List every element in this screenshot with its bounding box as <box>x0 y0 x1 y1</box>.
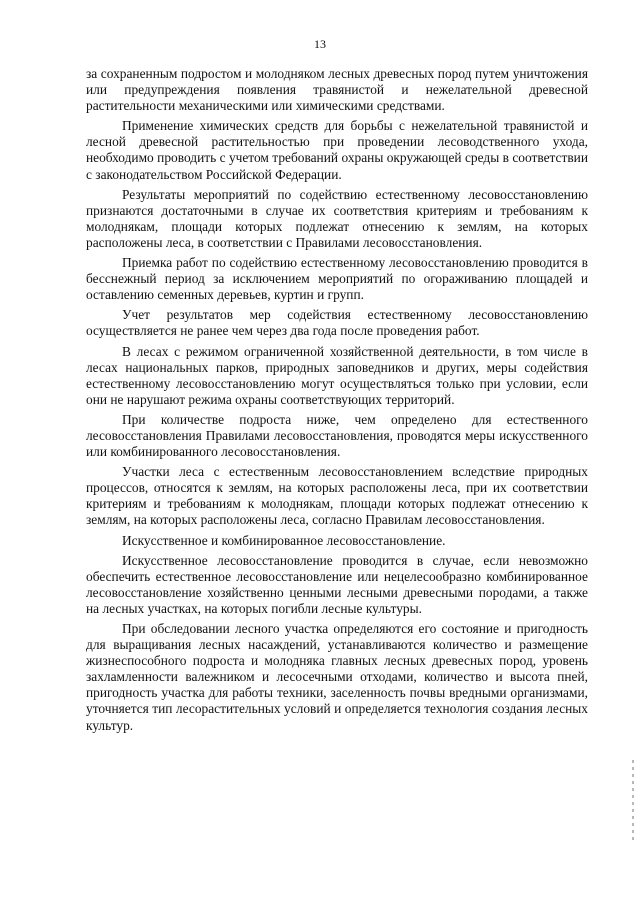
paragraph: В лесах с режимом ограниченной хозяйственной деятельности, в том числе в лесах национальных парков, природных заповедников и других, меры содействия естественному лесовосстановлению могут осуществляться только при условии, если они не нарушают режима охраны соответствующих территорий. <box>86 343 588 407</box>
paragraph: Учет результатов мер содействия естественному лесовосстановлению осуществляется не ранее чем через два года после проведения работ. <box>86 307 588 339</box>
paragraph: При количестве подроста ниже, чем определено для естественного лесовосстановления Правилами лесовосстановления, проводятся меры искусственного или комбинированного лесовосстановления. <box>86 411 588 460</box>
paragraph: Участки леса с естественным лесовосстановлением вследствие природных процессов, относятся к землям, на которых расположены леса, при их соответствии критериям и требованиям к молоднякам, площади которых подлежат отнесению к землям, на которых расположены леса, согласно Правилам лесовосстановления. <box>86 464 588 528</box>
page-number: 13 <box>314 37 326 51</box>
section-heading: Искусственное и комбинированное лесовосстановление. <box>122 532 446 548</box>
paragraph: Результаты мероприятий по содействию естественному лесовосстановлению признаются достаточными в случае их соответствия критериям и требованиям к молоднякам, площади которых подлежат отнесению к землям, на которых расположены леса, в соответствии с Правилами лесовосстановления. <box>86 186 588 250</box>
paragraph: Искусственное лесовосстановление проводится в случае, если невозможно обеспечить естественное лесовосстановление или нецелесообразно комбинированное лесовосстановление хозяйственно ценными лесными древесными породами, а также на лесных участках, на которых погибли лесные культуры. <box>86 552 588 616</box>
scan-edge-mark <box>632 760 634 840</box>
paragraph-continuation: за сохраненным подростом и молодняком лесных древесных пород путем уничтожения или предупреждения появления травянистой и нежелательной древесной растительности механическими или химическими средствами. <box>86 66 588 114</box>
paragraph: Приемка работ по содействию естественному лесовосстановлению проводится в бесснежный период за исключением мероприятий по огораживанию площадей и оставлению семенных деревьев, куртин и групп. <box>86 255 588 303</box>
document-body <box>86 66 588 734</box>
paragraph: При обследовании лесного участка определяются его состояние и пригодность для выращивания лесных насаждений, устанавливаются количество и размещение жизнеспособного подроста и молодняка главных лесных древесных пород, уровень захламленности валежником и лесосечными отходами, количество и высота пней, пригодность участка для работы техники, заселенность почвы вредными организмами, уточняется тип лесорастительных условий и определяется технология создания лесных культур. <box>86 621 588 733</box>
paragraph: Применение химических средств для борьбы с нежелательной травянистой и лесной древесной растительностью при проведении лесоводственного ухода, необходимо проводить с учетом требований охраны окружающей среды в соответствии с законодательством Российской Федерации. <box>86 118 588 182</box>
